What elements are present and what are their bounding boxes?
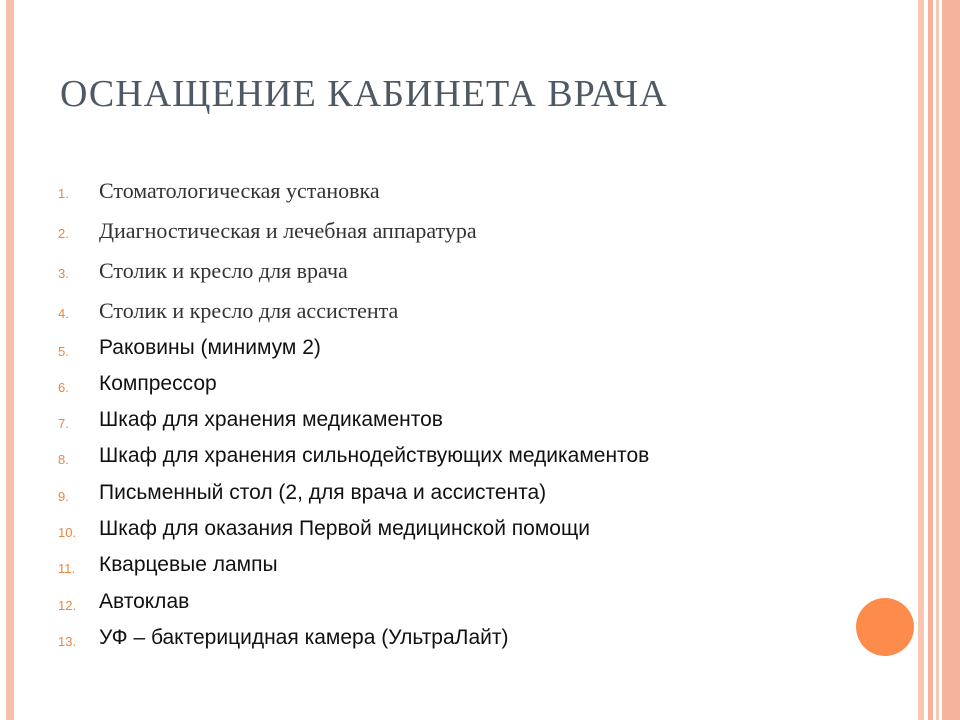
list-item-number: 1.: [58, 186, 69, 201]
list-item-text: Шкаф для оказания Первой медицинской помощи: [99, 517, 590, 540]
list-item-text: УФ – бактерицидная камера (УльтраЛайт): [99, 626, 509, 649]
list-item-text: Автоклав: [99, 590, 190, 613]
list-item-number: 7.: [58, 416, 69, 431]
list-item-text: Диагностическая и лечебная аппаратура: [99, 218, 477, 243]
list-item-text: Столик и кресло для ассистента: [99, 298, 399, 323]
list-item-number: 12.: [58, 598, 77, 613]
right-decor-stripe: [942, 0, 960, 720]
list-item-text: Стоматологическая установка: [99, 178, 380, 203]
list-item-text: Кварцевые лампы: [99, 553, 278, 576]
list-item-text: Столик и кресло для врача: [99, 258, 348, 283]
accent-circle: [856, 598, 914, 656]
list-item-text: Шкаф для хранения сильнодействующих медикаментов: [99, 444, 650, 467]
list-item-text: Раковины (минимум 2): [99, 336, 321, 359]
left-border-stripe: [6, 0, 14, 720]
list-item-text: Шкаф для хранения медикаментов: [99, 408, 443, 431]
slide-title: ОСНАЩЕНИЕ КАБИНЕТА ВРАЧА: [60, 73, 668, 115]
list-item-number: 2.: [58, 226, 69, 241]
list-item-number: 10.: [58, 525, 77, 540]
list-item-number: 6.: [58, 380, 69, 395]
list-item-text: Письменный стол (2, для врача и ассистента): [99, 481, 547, 504]
list-item-number: 4.: [58, 306, 69, 321]
list-item-number: 8.: [58, 452, 69, 467]
list-item-number: 13.: [58, 634, 77, 649]
right-decor-stripe: [928, 0, 933, 720]
list-item-number: 11.: [58, 561, 76, 576]
list-item-number: 3.: [58, 266, 69, 281]
list-item-number: 9.: [58, 489, 69, 504]
right-decor-stripe: [918, 0, 924, 720]
list-item-number: 5.: [58, 344, 69, 359]
right-decor-stripe: [936, 0, 939, 720]
list-item-text: Компрессор: [99, 372, 217, 395]
